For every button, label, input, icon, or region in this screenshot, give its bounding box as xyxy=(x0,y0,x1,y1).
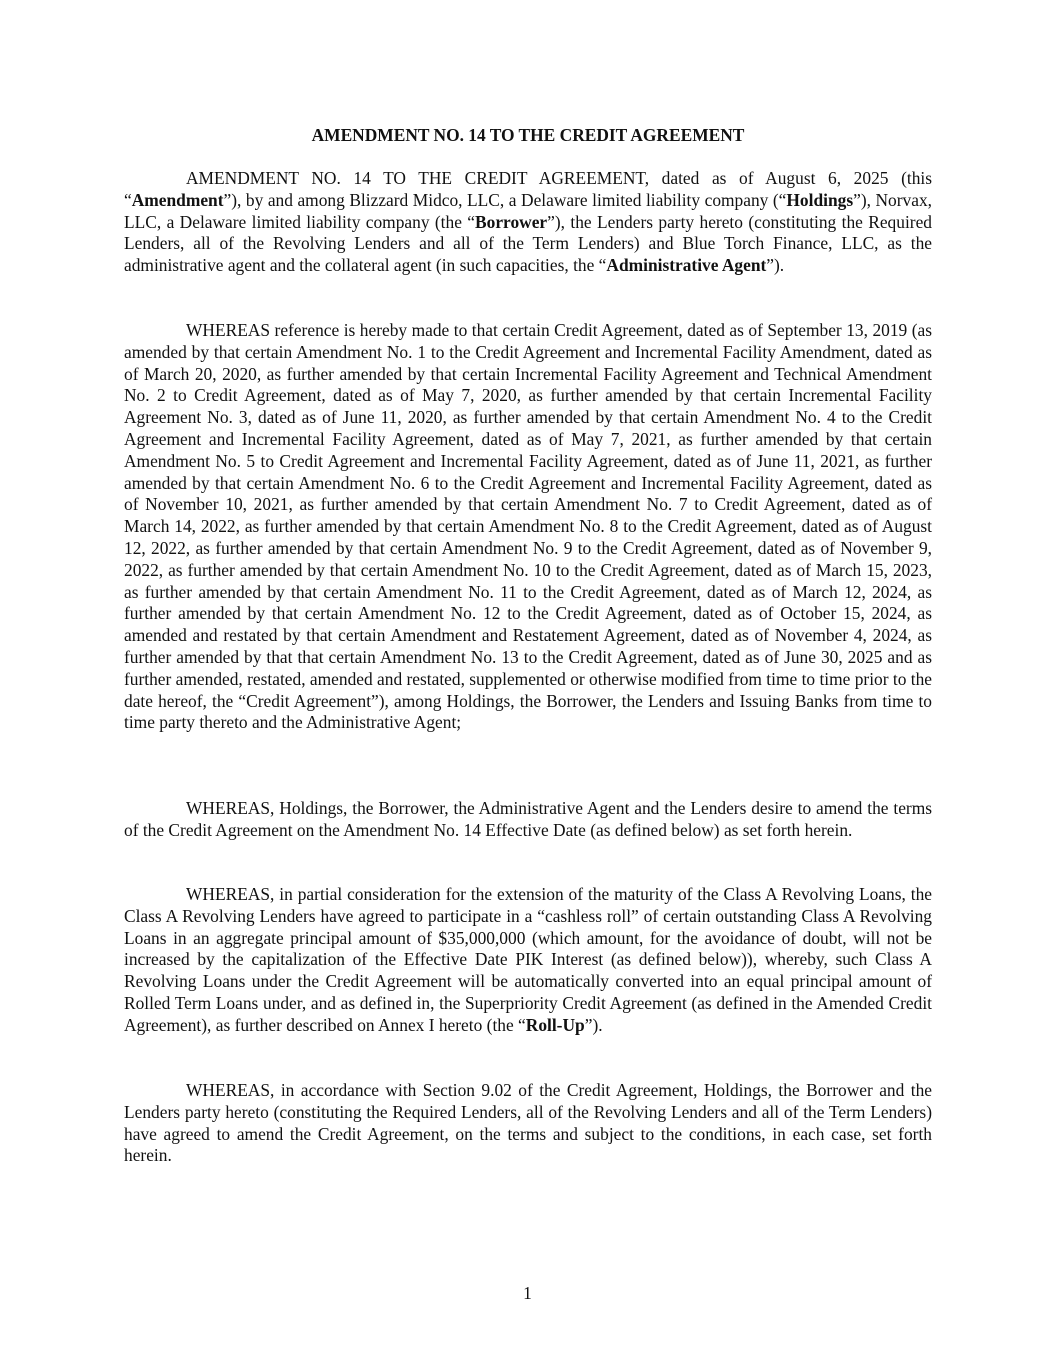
defined-term-holdings: Holdings xyxy=(786,189,854,210)
text-segment: WHEREAS, in partial consideration for the extension of the maturity of the Class A Revolving Loans, the Class A Revolving Lenders have agreed to participate in a “cashless roll” of certain outstanding Class A Revolving Loans in an aggregate principal amount of $35,000,000 (which amount, for the avoidance of doubt, will not be increased by the capitalization of the Effective Date PIK Interest (as defined below)), whereby, such Class A Revolving Loans under the Credit Agreement will be automatically converted into an equal principal amount of Rolled Term Loans under, and as defined in, the Superpriority Credit Agreement (as defined in the Amended Credit Agreement), as further described on Annex I hereto (the “ xyxy=(124,884,932,1035)
defined-term-borrower: Borrower xyxy=(475,211,548,232)
paragraph-whereas-desire-to-amend xyxy=(124,798,932,842)
text-segment: ”). xyxy=(766,255,785,276)
text-segment: WHEREAS, Holdings, the Borrower, the Administrative Agent and the Lenders desire to amend the terms of the Credit Agreement on the Amendment No. 14 Effective Date (as defined below) as set forth herein. xyxy=(124,798,932,840)
text-segment: AMENDMENT NO. 14 TO THE CREDIT AGREEMENT, dated as of August 6, 2025 (this “ xyxy=(124,168,932,210)
defined-term-amendment: Amendment xyxy=(131,189,224,210)
text-segment: ”), Norvax, LLC, a Delaware limited liability company (the “ xyxy=(124,189,933,232)
paragraph-whereas-section-902 xyxy=(124,1080,932,1167)
text-segment: WHEREAS, in accordance with Section 9.02 of the Credit Agreement, Holdings, the Borrower and the Lenders party hereto (constituting the Required Lenders, all of the Revolving Lenders and all of the Term Lenders) have agreed to amend the Credit Agreement, on the terms and subject to the conditions, in each case, set forth herein. xyxy=(124,1080,932,1166)
paragraph-whereas-credit-agreement xyxy=(124,320,932,734)
text-segment: ”). xyxy=(584,1014,603,1035)
defined-term-administrative-agent: Administrative Agent xyxy=(606,255,767,276)
text-segment: WHEREAS reference is hereby made to that certain Credit Agreement, dated as of September 13, 2019 (as amended by that certain Amendment No. 1 to the Credit Agreement and Incremental Facility Amendment, dated as of March 20, 2020, as further amended by that certain Incremental Facility Agreement and Technical Amendment No. 2 to Credit Agreement, dated as of May 7, 2020, as further amended by that certain Incremental Facility Agreement No. 3, dated as of June 11, 2020, as further amended by that certain Amendment No. 4 to the Credit Agreement and Incremental Facility Agreement, dated as of May 7, 2021, as further amended by that certain Amendment No. 5 to Credit Agreement and Incremental Facility Agreement, dated as of June 11, 2021, as further amended by that certain Amendment No. 6 to the Credit Agreement and Incremental Facility Agreement, dated as of November 10, 2021, as further amended by that certain Amendment No. 7 to Credit Agreement, dated as of March 14, 2022, as further amended by that certain Amendment No. 8 to the Credit Agreement, dated as of August 12, 2022, as further amended by that certain Amendment No. 9 to the Credit Agreement, dated as of November 9, 2022, as further amended by that certain Amendment No. 10 to the Credit Agreement, dated as of March 15, 2023, as further amended by that certain Amendment No. 11 to the Credit Agreement, dated as of March 12, 2024, as further amended by that certain Amendment No. 12 to the Credit Agreement, dated as of October 15, 2024, as amended and restated by that certain Amendment and Restatement Agreement, dated as of November 4, 2024, as further amended by that that certain Amendment No. 13 to the Credit Agreement, dated as of June 30, 2025 and as further amended, restated, amended and restated, supplemented or otherwise modified from time to time prior to the date hereof, the “Credit Agreement”), among Holdings, the Borrower, the Lenders and Issuing Banks from time to time party thereto and the Administrative Agent; xyxy=(124,320,932,733)
document-title: AMENDMENT NO. 14 TO THE CREDIT AGREEMENT xyxy=(311,125,745,145)
defined-term-roll-up: Roll-Up xyxy=(525,1014,585,1035)
text-segment: ”), by and among Blizzard Midco, LLC, a Delaware limited liability company (“ xyxy=(223,189,787,210)
paragraph-preamble xyxy=(124,168,932,277)
page-number: 1 xyxy=(523,1283,532,1303)
text-segment: ”), the Lenders party hereto (constituting the Required Lenders, all of the Revolving Lenders and all of the Term Lenders) and Blue Torch Finance, LLC, as the administrative agent and the collateral agent (in such capacities, the “ xyxy=(124,211,932,276)
paragraph-whereas-roll-up xyxy=(124,884,932,1037)
